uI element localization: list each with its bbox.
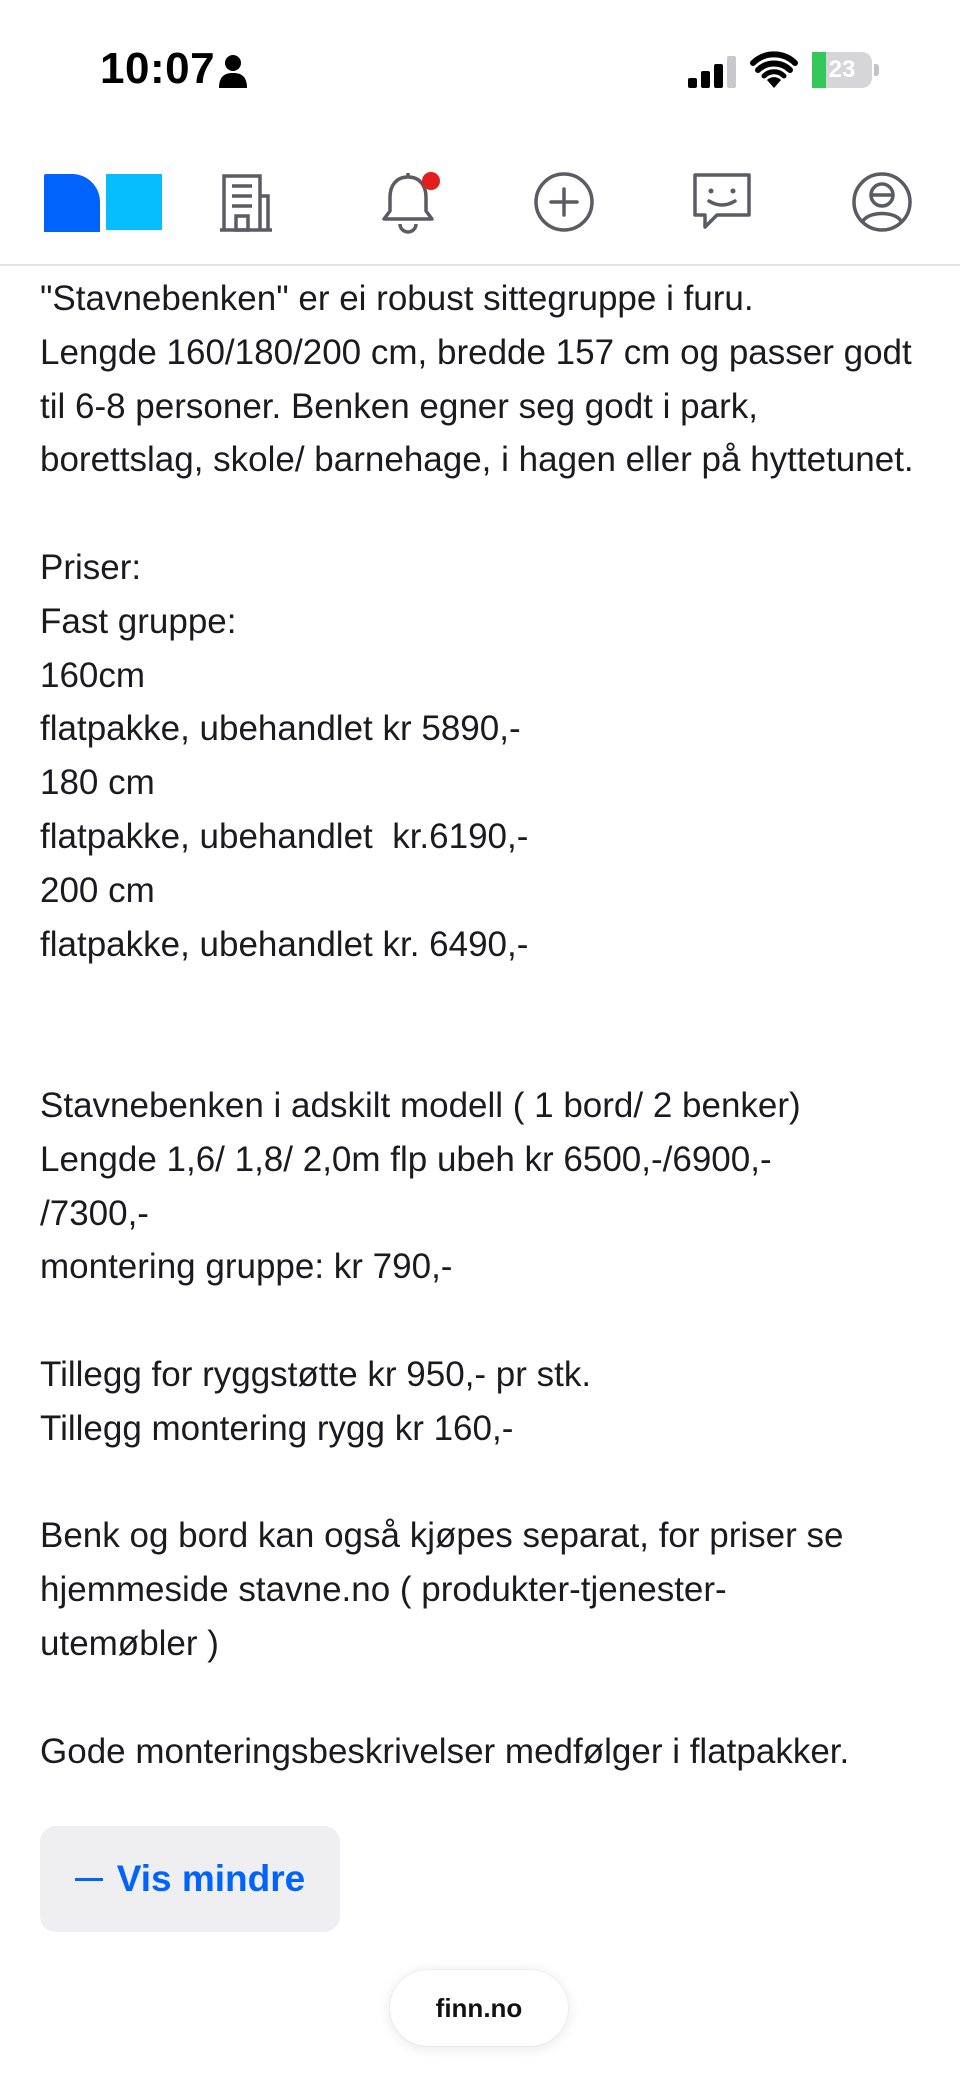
finn-logo[interactable]	[42, 172, 164, 232]
nav-notifications[interactable]	[376, 170, 440, 234]
top-nav-bar	[0, 140, 960, 266]
status-bar	[0, 0, 960, 140]
chat-icon	[691, 171, 753, 233]
show-less-button[interactable]	[40, 1826, 340, 1932]
notification-dot	[422, 172, 440, 190]
building-icon	[216, 170, 276, 234]
battery-body	[812, 52, 872, 88]
status-time: 10:07	[100, 44, 216, 93]
description-fade	[0, 1810, 960, 1826]
nav-profile[interactable]	[850, 170, 914, 234]
wifi-icon	[752, 52, 796, 88]
url-domain: finn.no	[435, 1992, 523, 2023]
nav-messages[interactable]	[690, 170, 754, 234]
cellular-signal-icon	[688, 56, 738, 88]
plus-circle-icon	[533, 171, 595, 233]
battery-cap	[874, 64, 879, 76]
profile-icon	[851, 171, 913, 233]
battery-icon	[812, 52, 880, 88]
show-less-label: Vis mindre	[116, 1858, 306, 1899]
nav-new-ad[interactable]	[532, 170, 596, 234]
ad-description: "Stavnebenken" er ei robust sittegruppe i furu. Lengde 160/180/200 cm, bredde 157 cm og passer godt til 6-8 personer. Benken egner seg godt i park, borettslag, skole/ barnehage, i hagen eller på hyttetunet. Priser: Fast gruppe: 160cm flatpakke, ubehandlet kr 5890,- 180 cm flatpakke, ubehandlet kr.6190,- 200 cm flatpakke, ubehandlet kr. 6490,- Stavnebenken i adskilt modell ( 1 bord/ 2 benker) Lengde 1,6/ 1,8/ 2,0m flp ubeh kr 6500,-/6900,- /7300,- montering gruppe: kr 790,- Tillegg for ryggstøtte kr 950,- pr stk. Tillegg montering rygg kr 160,- Benk og bord kan også kjøpes separat, for priser se hjemmeside stavne.no ( produkter-tjenester- utemøbler ) Gode monteringsbeskrivelser medfølger i flatpakker.	[40, 279, 914, 1771]
battery-level: 23	[828, 56, 856, 83]
url-bar[interactable]	[390, 1970, 568, 2046]
nav-business[interactable]	[214, 170, 278, 234]
person-icon	[218, 54, 248, 88]
minus-icon	[75, 1878, 103, 1881]
